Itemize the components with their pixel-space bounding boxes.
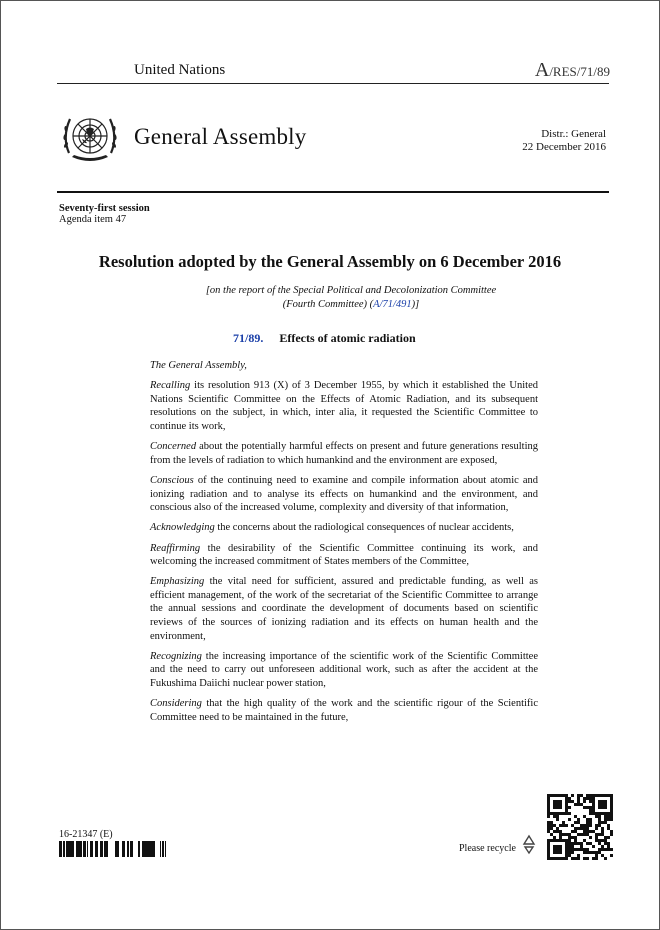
header-rule [57, 83, 609, 84]
masthead-rule [57, 191, 609, 193]
barcode-icon [59, 841, 167, 857]
paragraph-body: the increasing importance of the scientific work of the Scientific Committee and the need to carry out unforeseen additional work, such as after the accident at the Fukushima Daiichi nuclear power station, [150, 650, 538, 690]
paragraph-lead: Acknowledging [150, 522, 215, 534]
paragraph-lead: Reaffirming [150, 542, 201, 554]
organ-title: General Assembly [134, 124, 307, 149]
preamble-paragraph [150, 542, 538, 569]
paragraph-body: of the continuing need to examine and compile information about atomic and ionizing radiation and to analyse its effects on humankind and the environment, and conscious also of the increased volume, complexity and diversity of that information, [150, 474, 538, 514]
paragraph-lead: Conscious [150, 474, 194, 486]
paragraph-body: that the high quality of the work and the scientific rigour of the Scientific Committee need to be maintained in the future, [150, 698, 538, 723]
report-line-2 [151, 298, 551, 312]
paragraph-lead: Considering [150, 698, 202, 710]
resolution-number-link[interactable]: 71/89. [233, 331, 264, 345]
report-prefix: (Fourth Committee) ( [282, 299, 374, 310]
resolution-subject: Effects of atomic radiation [279, 331, 416, 345]
preamble-paragraph [150, 474, 538, 515]
paragraph-lead: Recalling [150, 380, 191, 392]
report-reference [151, 284, 551, 312]
preamble-paragraph [150, 697, 538, 724]
recycle-icon [518, 833, 540, 855]
un-emblem-icon [58, 109, 122, 169]
paragraph-lead: Concerned [150, 441, 197, 453]
resolution-title: Resolution adopted by the General Assembly on 6 December 2016 [98, 252, 562, 271]
paragraph-body: the vital need for sufficient, assured and predictable funding, as well as efficient management, of the work of the secretariat of the Scientific Committee to arrange the annual sessions and coordinate the development of documents based on scientific reviews of the sources of ionizing radiation and its effects on human health and the environment, [150, 576, 538, 642]
distribution-block [522, 128, 606, 154]
paragraph-lead: Recognizing [150, 650, 202, 662]
preamble-text [150, 359, 538, 731]
report-symbol-link[interactable]: A/71/491 [373, 299, 412, 310]
preamble-paragraph [150, 359, 538, 373]
distribution-label: Distr.: General [541, 128, 606, 140]
symbol-letter: A [534, 59, 550, 81]
organization-name: United Nations [134, 62, 226, 78]
preamble-paragraph [150, 650, 538, 691]
paragraph-lead: Emphasizing [150, 576, 205, 588]
paragraph-body: its resolution 913 (X) of 3 December 1955, by which it established the United Nations Scientific Committee on the Effects of Atomic Radiation, and its subsequent resolutions on the subject, in which, inter alia, it requested the Scientific Committee to continue its work, [150, 380, 538, 432]
paragraph-lead: The General Assembly, [150, 360, 247, 371]
report-suffix: )] [411, 299, 420, 310]
report-line-1: [on the report of the Special Political and Decolonization Committee [205, 285, 497, 296]
preamble-paragraph [150, 575, 538, 643]
qr-code-icon [547, 794, 613, 860]
paragraph-body: the concerns about the radiological consequences of nuclear accidents, [214, 522, 514, 534]
resolution-heading [233, 331, 416, 346]
preamble-paragraph [150, 440, 538, 467]
preamble-paragraph [150, 521, 538, 535]
paragraph-body: the desirability of the Scientific Committee continuing its work, and welcoming the increased commitment of States members of the Committee, [150, 542, 538, 568]
preamble-paragraph [150, 379, 538, 433]
symbol-rest: /RES/71/89 [549, 64, 610, 79]
recycle-note: Please recycle [459, 843, 516, 854]
agenda-item: Agenda item 47 [59, 214, 127, 225]
paragraph-body: about the potentially harmful effects on present and future generations resulting from the levels of radiation to which humankind and the environment are exposed, [150, 441, 538, 466]
issue-date: 22 December 2016 [522, 141, 606, 153]
session-label: Seventy-first session [59, 203, 150, 214]
document-symbol [535, 59, 610, 82]
job-number: 16-21347 (E) [59, 829, 113, 840]
